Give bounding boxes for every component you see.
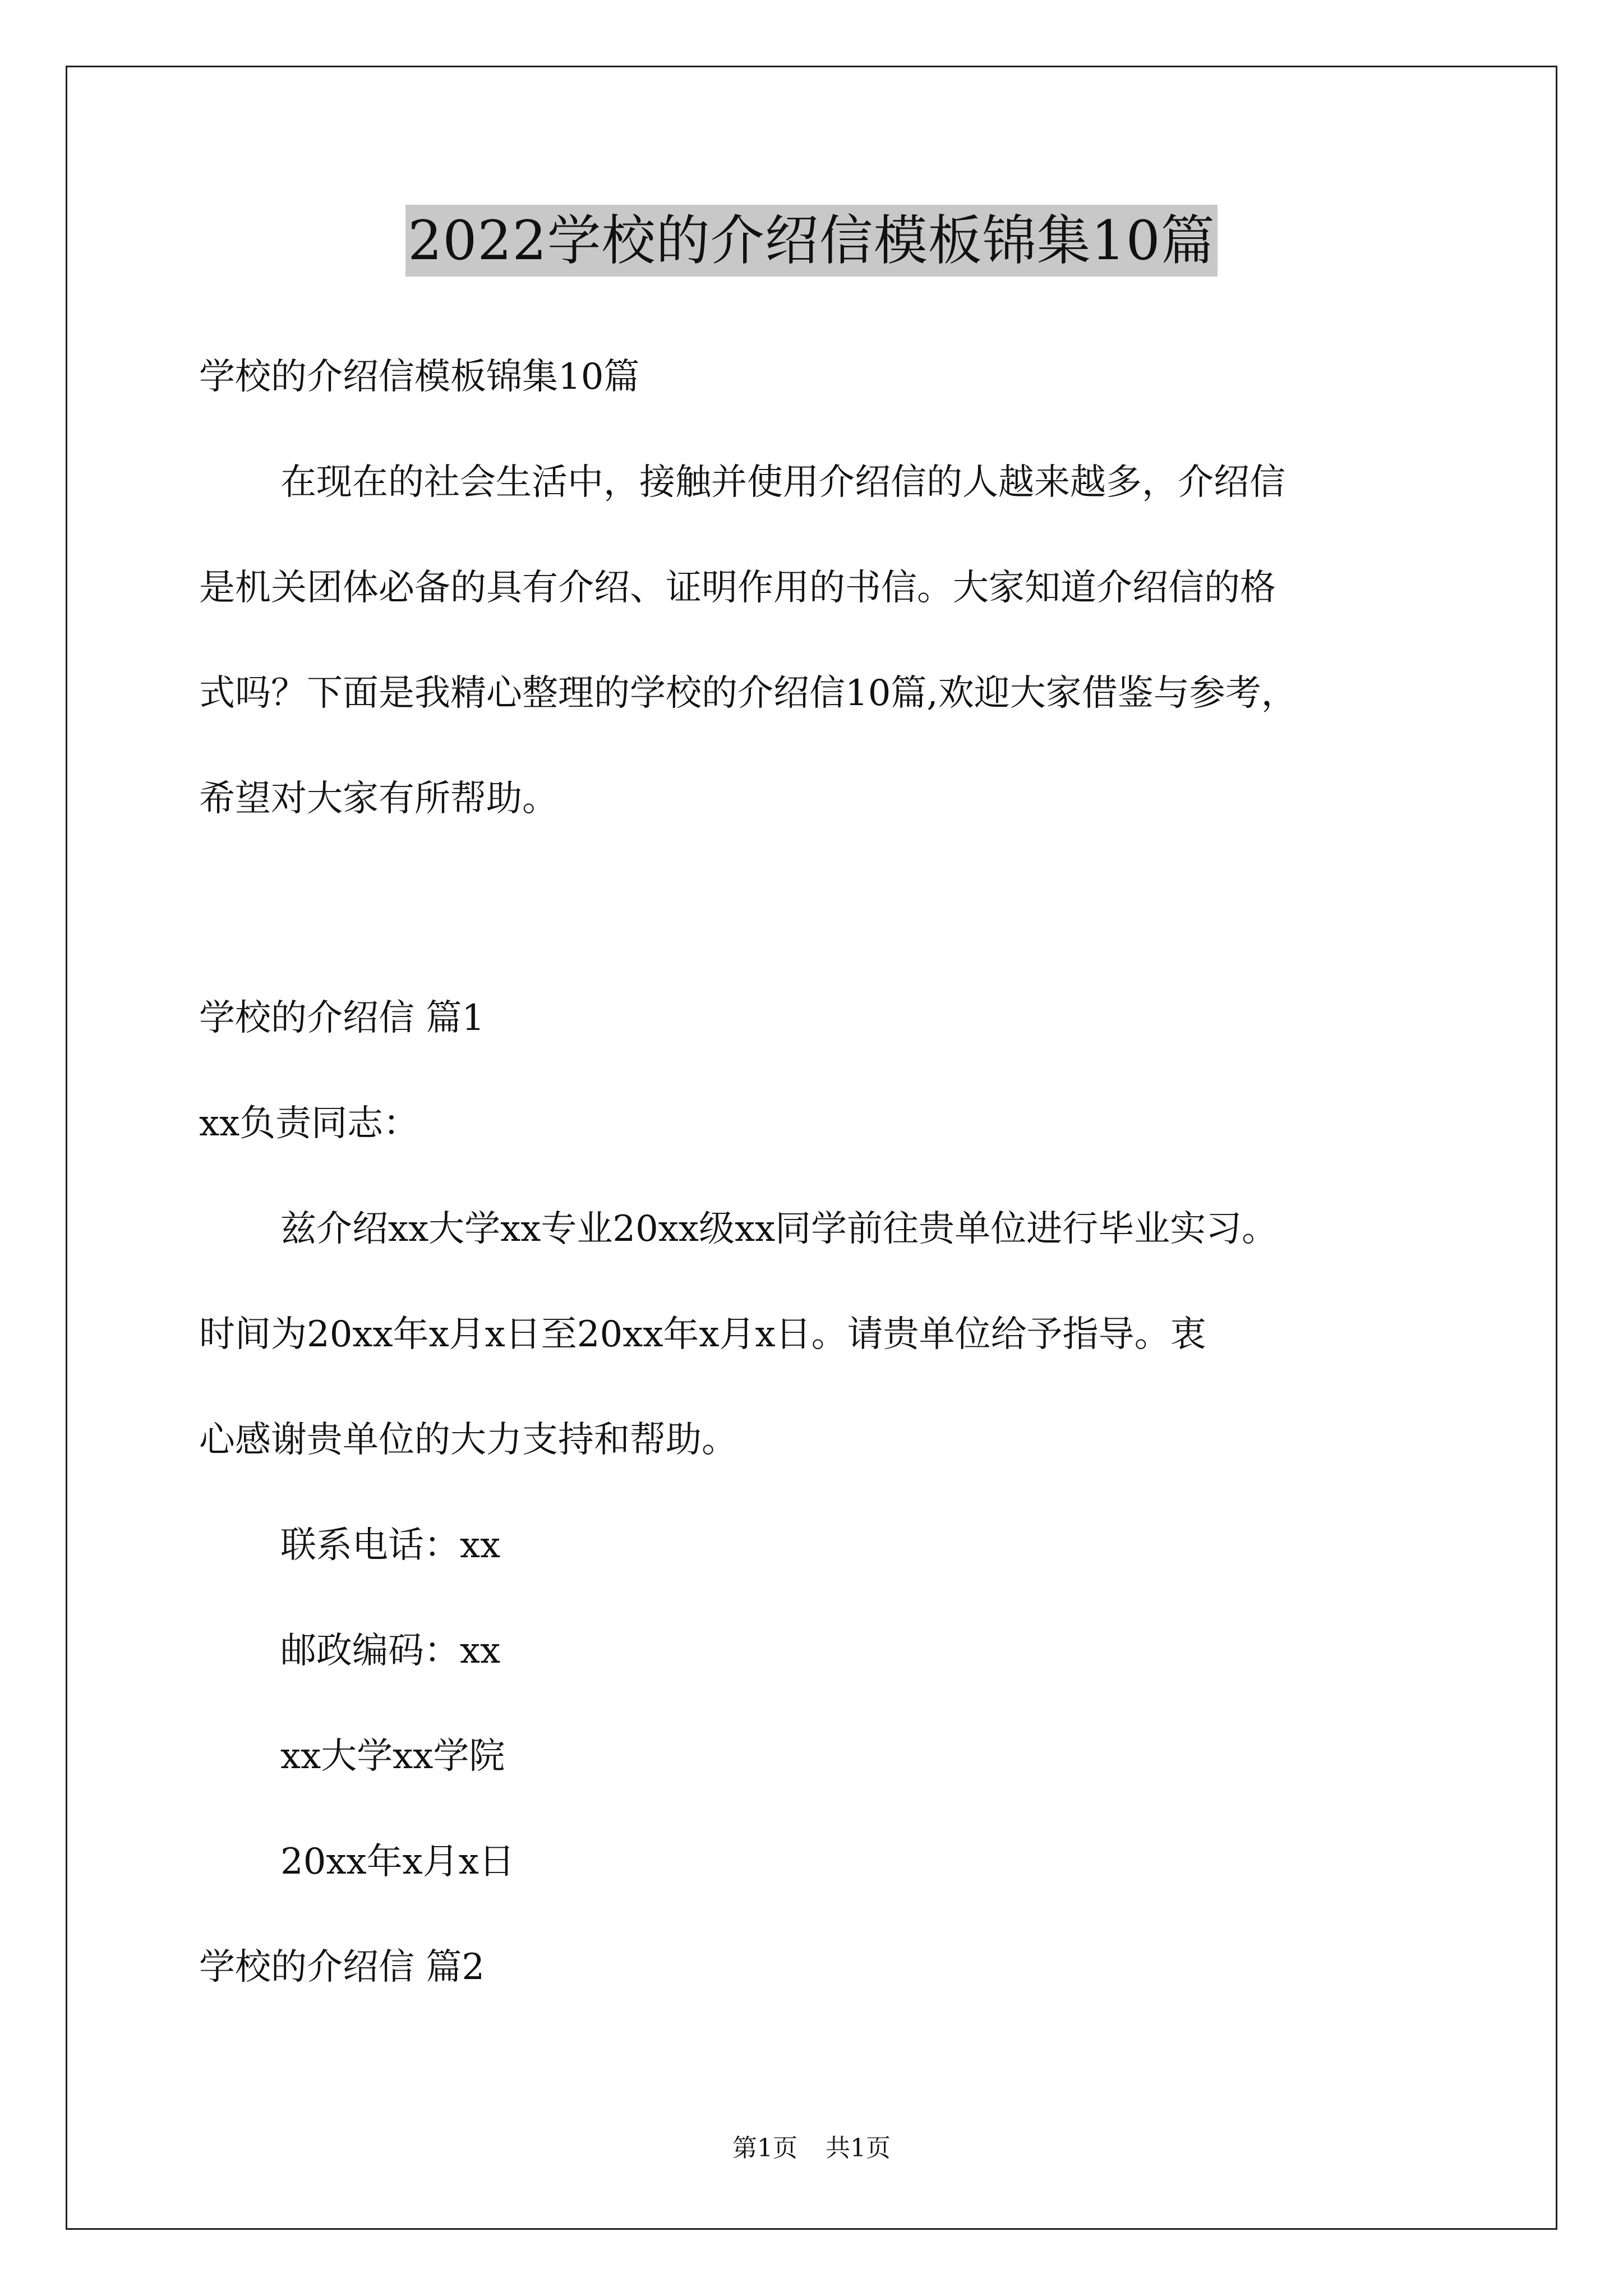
section1-phone: 联系电话：xx bbox=[280, 1525, 501, 1566]
document-subtitle: 学校的介绍信模板锦集10篇 bbox=[199, 356, 640, 398]
section1-date: 20xx年x月x日 bbox=[280, 1841, 515, 1883]
intro-line-2: 是机关团体必备的具有介绍、证明作用的书信。大家知道介绍信的格 bbox=[199, 567, 1276, 609]
section1-body-line-3: 心感谢贵单位的大力支持和帮助。 bbox=[199, 1419, 737, 1461]
section1-body-line-2: 时间为20xx年x月x日至20xx年x月x日。请贵单位给予指导。衷 bbox=[199, 1314, 1206, 1355]
intro-line-3: 式吗？下面是我精心整理的学校的介绍信10篇,欢迎大家借鉴与参考， bbox=[199, 673, 1297, 714]
section1-body-line-1: 兹介绍xx大学xx专业20xx级xx同学前往贵单位进行毕业实习。 bbox=[280, 1208, 1278, 1250]
section1-salutation: xx负责同志： bbox=[199, 1103, 419, 1144]
footer-page-total: 共1页 bbox=[826, 2134, 891, 2162]
document-title: 2022学校的介绍信模板锦集10篇 bbox=[405, 205, 1217, 277]
section1-postcode: 邮政编码：xx bbox=[280, 1630, 501, 1672]
section2-heading: 学校的介绍信 篇2 bbox=[199, 1947, 485, 1988]
section1-heading: 学校的介绍信 篇1 bbox=[199, 997, 485, 1039]
title-container bbox=[0, 205, 1623, 277]
footer-page-current: 第1页 bbox=[732, 2134, 797, 2162]
section1-signature: xx大学xx学院 bbox=[280, 1736, 505, 1777]
intro-line-4: 希望对大家有所帮助。 bbox=[199, 778, 558, 820]
page-footer bbox=[0, 2132, 1623, 2165]
intro-line-1: 在现在的社会生活中，接触并使用介绍信的人越来越多，介绍信 bbox=[280, 462, 1285, 503]
